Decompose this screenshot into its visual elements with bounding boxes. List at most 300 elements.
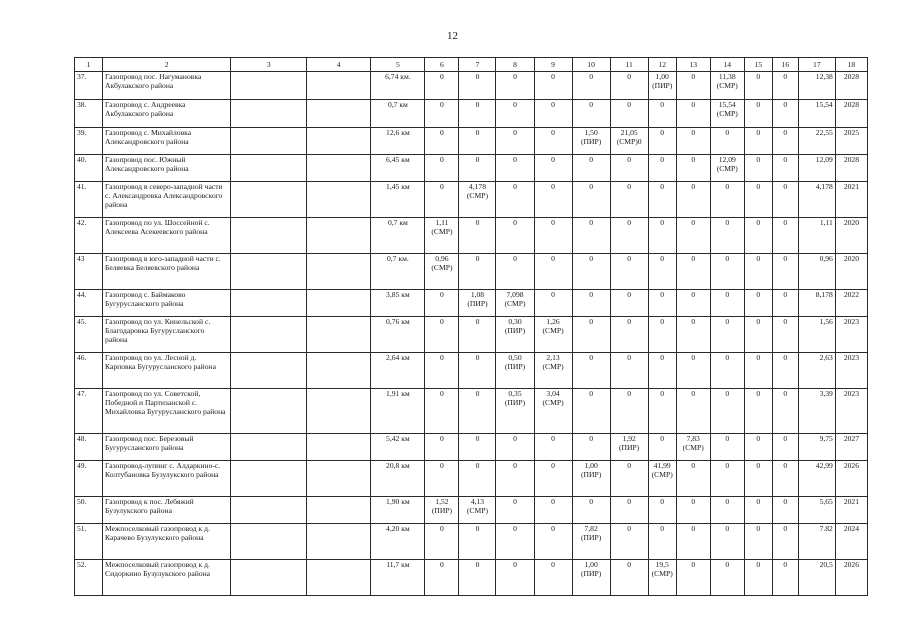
year-cell: 2025: [835, 128, 867, 155]
value-amount: 0: [725, 560, 730, 569]
column-number-header: [75, 58, 868, 72]
value-work-type: (ПИР): [504, 362, 526, 371]
value-cell: [496, 560, 534, 596]
column-3-cell: [231, 353, 307, 389]
value-amount: 0: [756, 353, 761, 362]
length-cell: 20,8 км: [371, 461, 425, 497]
value-amount: 0: [513, 182, 517, 191]
value-cell: [496, 317, 534, 353]
column-3-cell: [231, 128, 307, 155]
value-amount: 0: [725, 497, 730, 506]
value-amount: 41,99: [653, 461, 671, 470]
year-cell: 2027: [835, 434, 867, 461]
value-cell: [425, 155, 459, 182]
value-amount: 0: [627, 389, 632, 398]
value-cell: [744, 317, 772, 353]
value-amount: 0: [589, 218, 593, 227]
length-cell: 2,64 км: [371, 353, 425, 389]
value-amount: 11,38: [718, 72, 736, 81]
value-work-type: (СМР): [431, 263, 453, 272]
table-row: [75, 497, 868, 524]
year-cell: 2028: [835, 155, 867, 182]
value-amount: 0: [589, 497, 593, 506]
object-name-cell: Газопровод по ул. Кинельской с. Благодаровка Бугурусланского района: [103, 317, 231, 353]
value-amount: 0: [627, 290, 632, 299]
value-cell: [710, 389, 744, 434]
value-cell: [572, 218, 610, 254]
value-cell: [572, 290, 610, 317]
value-cell: [425, 389, 459, 434]
value-cell: [610, 434, 648, 461]
value-cell: [534, 290, 572, 317]
value-amount: 0: [513, 254, 517, 263]
value-work-type: (СМР): [651, 569, 673, 578]
value-cell: [534, 317, 572, 353]
value-cell: [648, 524, 676, 560]
value-cell: [710, 524, 744, 560]
column-header-12: 12: [648, 58, 676, 72]
value-cell: [425, 218, 459, 254]
value-amount: 0: [783, 524, 788, 533]
length-cell: 0,7 км: [371, 218, 425, 254]
column-header-1: 1: [75, 58, 103, 72]
value-work-type: (ПИР): [504, 326, 526, 335]
value-amount: 0: [589, 72, 593, 81]
total-cell: 5,65: [798, 497, 835, 524]
value-amount: 0: [660, 155, 665, 164]
value-cell: [744, 389, 772, 434]
column-4-cell: [307, 155, 371, 182]
length-cell: 6,45 км: [371, 155, 425, 182]
length-cell: 5,42 км: [371, 434, 425, 461]
object-name-cell: Межпоселковый газопровод к д. Карачево Бузулукского района: [103, 524, 231, 560]
value-amount: 0: [627, 560, 632, 569]
value-cell: [425, 317, 459, 353]
value-cell: [772, 72, 798, 100]
row-number-cell: 41.: [75, 182, 103, 218]
value-amount: 0: [551, 434, 555, 443]
value-cell: [496, 128, 534, 155]
value-work-type: (СМР)0: [616, 137, 642, 146]
column-header-13: 13: [676, 58, 710, 72]
year-cell: 2020: [835, 254, 867, 290]
value-cell: [710, 434, 744, 461]
value-cell: [572, 461, 610, 497]
value-cell: [648, 353, 676, 389]
value-amount: 0: [513, 434, 517, 443]
value-cell: [425, 290, 459, 317]
value-amount: 0: [475, 560, 480, 569]
value-work-type: (ПИР): [580, 569, 602, 578]
gas-pipeline-table: [74, 57, 868, 596]
value-amount: 0: [660, 128, 665, 137]
object-name-cell: Газопровод по ул. Лесной д. Карповка Бугурусланского района: [103, 353, 231, 389]
column-3-cell: [231, 524, 307, 560]
value-cell: [744, 524, 772, 560]
value-cell: [459, 254, 496, 290]
table-row: [75, 128, 868, 155]
year-cell: 2021: [835, 182, 867, 218]
value-amount: 0: [513, 218, 517, 227]
value-amount: 0: [475, 317, 480, 326]
total-cell: 7.82: [798, 524, 835, 560]
value-cell: [425, 72, 459, 100]
value-amount: 19,5: [655, 560, 669, 569]
value-cell: [648, 182, 676, 218]
value-work-type: (СМР): [716, 164, 738, 173]
value-cell: [425, 461, 459, 497]
column-header-17: 17: [798, 58, 835, 72]
value-cell: [710, 218, 744, 254]
value-amount: 7,098: [506, 290, 524, 299]
value-cell: [772, 434, 798, 461]
value-amount: 0: [551, 155, 555, 164]
value-cell: [772, 100, 798, 128]
value-amount: 0: [783, 497, 788, 506]
length-cell: 0,76 км: [371, 317, 425, 353]
value-amount: 0: [725, 254, 730, 263]
column-header-5: 5: [371, 58, 425, 72]
value-amount: 0: [783, 434, 788, 443]
value-work-type: (ПИР): [580, 470, 602, 479]
value-cell: [648, 254, 676, 290]
value-amount: 0: [627, 524, 632, 533]
column-3-cell: [231, 461, 307, 497]
object-name-cell: Газопровод в северо-западной части с. Александровка Александровского района: [103, 182, 231, 218]
object-name-cell: Газопровод с. Андреевка Акбулакского района: [103, 100, 231, 128]
value-cell: [572, 389, 610, 434]
value-cell: [744, 128, 772, 155]
value-cell: [710, 497, 744, 524]
value-amount: 1,00: [584, 461, 598, 470]
value-amount: 0: [691, 524, 696, 533]
value-cell: [425, 524, 459, 560]
value-amount: 21,05: [620, 128, 638, 137]
value-cell: [772, 389, 798, 434]
value-cell: [676, 218, 710, 254]
table-row: [75, 182, 868, 218]
value-work-type: (СМР): [542, 326, 564, 335]
value-cell: [772, 524, 798, 560]
value-amount: 0: [475, 72, 480, 81]
value-cell: [425, 100, 459, 128]
value-amount: 1,26: [546, 317, 560, 326]
value-amount: 0: [551, 560, 555, 569]
length-cell: 3,85 км: [371, 290, 425, 317]
value-work-type: (СМР): [504, 299, 526, 308]
value-amount: 1,08: [470, 290, 485, 299]
value-cell: [772, 218, 798, 254]
row-number-cell: 47.: [75, 389, 103, 434]
value-amount: 0: [440, 100, 444, 109]
value-amount: 0: [627, 218, 632, 227]
value-amount: 0: [756, 155, 761, 164]
value-amount: 0: [756, 461, 761, 470]
value-cell: [648, 155, 676, 182]
value-cell: [496, 182, 534, 218]
value-cell: [572, 524, 610, 560]
value-amount: 1,50: [584, 128, 598, 137]
length-cell: 6,74 км.: [371, 72, 425, 100]
value-cell: [710, 72, 744, 100]
value-cell: [648, 317, 676, 353]
value-amount: 7,83: [686, 434, 700, 443]
column-header-10: 10: [572, 58, 610, 72]
value-work-type: (СМР): [716, 81, 738, 90]
value-amount: 1,92: [622, 434, 636, 443]
value-amount: 0: [725, 128, 730, 137]
value-amount: 0: [589, 100, 593, 109]
value-cell: [425, 434, 459, 461]
value-cell: [459, 461, 496, 497]
value-amount: 0: [660, 497, 665, 506]
value-amount: 0: [475, 218, 480, 227]
value-cell: [610, 317, 648, 353]
value-amount: 1,52: [435, 497, 449, 506]
column-header-2: 2: [103, 58, 231, 72]
object-name-cell: Газопровод пос. Березовый Бугурусланского района: [103, 434, 231, 461]
value-cell: [459, 155, 496, 182]
row-number-cell: 48.: [75, 434, 103, 461]
value-amount: 1,11: [435, 218, 449, 227]
row-number-cell: 40.: [75, 155, 103, 182]
object-name-cell: Газопровод по ул. Советской, Победной и Партизанской с. Михайловка Бугурусланского района: [103, 389, 231, 434]
value-cell: [534, 497, 572, 524]
value-cell: [648, 560, 676, 596]
value-amount: 0: [756, 434, 761, 443]
value-amount: 0: [691, 182, 696, 191]
value-amount: 0: [783, 218, 788, 227]
value-cell: [710, 128, 744, 155]
length-cell: 1,91 км: [371, 389, 425, 434]
value-amount: 0,96: [435, 254, 449, 263]
total-cell: 2,63: [798, 353, 835, 389]
value-amount: 12,09: [718, 155, 736, 164]
value-cell: [648, 128, 676, 155]
value-amount: 0: [756, 290, 761, 299]
year-cell: 2021: [835, 497, 867, 524]
column-3-cell: [231, 182, 307, 218]
column-4-cell: [307, 290, 371, 317]
value-amount: 0: [756, 254, 761, 263]
column-header-7: 7: [459, 58, 496, 72]
value-cell: [610, 389, 648, 434]
total-cell: 4,178: [798, 182, 835, 218]
value-work-type: (ПИР): [619, 443, 640, 452]
table-body: [75, 72, 868, 596]
value-amount: 0: [475, 353, 480, 362]
value-cell: [676, 128, 710, 155]
value-amount: 0: [725, 389, 730, 398]
value-cell: [496, 497, 534, 524]
value-cell: [676, 434, 710, 461]
value-work-type: (СМР): [542, 362, 564, 371]
total-cell: 1,56: [798, 317, 835, 353]
column-3-cell: [231, 560, 307, 596]
value-cell: [648, 72, 676, 100]
value-cell: [676, 353, 710, 389]
column-header-18: 18: [835, 58, 867, 72]
value-cell: [648, 218, 676, 254]
value-cell: [710, 182, 744, 218]
value-amount: 0: [475, 155, 480, 164]
column-4-cell: [307, 389, 371, 434]
row-number-cell: 37.: [75, 72, 103, 100]
value-amount: 2,13: [546, 353, 560, 362]
value-amount: 0: [513, 560, 517, 569]
value-amount: 0: [513, 100, 517, 109]
value-amount: 0: [440, 317, 444, 326]
total-cell: 22,55: [798, 128, 835, 155]
value-amount: 0: [475, 128, 480, 137]
value-cell: [744, 182, 772, 218]
value-amount: 0: [756, 182, 761, 191]
column-3-cell: [231, 254, 307, 290]
value-cell: [534, 434, 572, 461]
value-amount: 0: [627, 497, 632, 506]
value-amount: 0: [589, 353, 593, 362]
value-cell: [459, 72, 496, 100]
object-name-cell: Газопровод пос. Нагумановка Акбулакского района: [103, 72, 231, 100]
value-cell: [744, 434, 772, 461]
value-amount: 0: [660, 389, 665, 398]
column-3-cell: [231, 72, 307, 100]
total-cell: 20,5: [798, 560, 835, 596]
value-cell: [610, 461, 648, 497]
value-cell: [744, 290, 772, 317]
value-cell: [610, 100, 648, 128]
value-amount: 0: [589, 290, 593, 299]
value-amount: 0: [440, 155, 444, 164]
row-number-cell: 45.: [75, 317, 103, 353]
value-amount: 0: [551, 254, 555, 263]
value-amount: 3,04: [546, 389, 560, 398]
value-amount: 0: [475, 434, 480, 443]
value-cell: [744, 155, 772, 182]
value-amount: 0,30: [508, 317, 522, 326]
value-cell: [572, 128, 610, 155]
page-number: 12: [447, 30, 458, 42]
column-4-cell: [307, 100, 371, 128]
value-cell: [676, 100, 710, 128]
column-4-cell: [307, 254, 371, 290]
value-amount: 0: [589, 434, 593, 443]
length-cell: 12,6 км: [371, 128, 425, 155]
value-cell: [572, 182, 610, 218]
value-cell: [534, 461, 572, 497]
column-4-cell: [307, 497, 371, 524]
column-4-cell: [307, 317, 371, 353]
column-header-3: 3: [231, 58, 307, 72]
value-amount: 0: [725, 218, 730, 227]
column-header-15: 15: [744, 58, 772, 72]
value-cell: [496, 524, 534, 560]
value-amount: 0: [551, 524, 555, 533]
value-cell: [710, 353, 744, 389]
value-cell: [534, 524, 572, 560]
value-amount: 0: [691, 254, 696, 263]
value-amount: 0: [551, 497, 555, 506]
value-cell: [496, 100, 534, 128]
value-amount: 0: [660, 100, 665, 109]
total-cell: 0,96: [798, 254, 835, 290]
value-amount: 0: [783, 100, 788, 109]
total-cell: 9,75: [798, 434, 835, 461]
value-amount: 0: [783, 254, 788, 263]
value-amount: 0: [783, 317, 788, 326]
value-amount: 0: [783, 290, 788, 299]
value-cell: [772, 560, 798, 596]
table-row: [75, 72, 868, 100]
value-cell: [676, 254, 710, 290]
column-4-cell: [307, 560, 371, 596]
value-cell: [459, 182, 496, 218]
value-amount: 0: [627, 100, 632, 109]
value-amount: 0: [440, 290, 444, 299]
value-work-type: (СМР): [431, 227, 453, 236]
value-amount: 0: [589, 155, 593, 164]
value-amount: 1,00: [584, 560, 598, 569]
row-number-cell: 49.: [75, 461, 103, 497]
value-cell: [710, 290, 744, 317]
value-amount: 0: [691, 290, 696, 299]
length-cell: 0,7 км.: [371, 254, 425, 290]
value-amount: 0: [513, 461, 517, 470]
object-name-cell: Межпоселковый газопровод к д. Сидоркино Бузулукского района: [103, 560, 231, 596]
value-cell: [534, 389, 572, 434]
value-cell: [710, 461, 744, 497]
value-amount: 0: [627, 353, 632, 362]
value-amount: 0: [756, 128, 761, 137]
value-work-type: (СМР): [466, 191, 489, 200]
value-amount: 0: [691, 461, 696, 470]
value-cell: [610, 497, 648, 524]
value-cell: [572, 317, 610, 353]
value-cell: [496, 218, 534, 254]
table-row: [75, 155, 868, 182]
column-header-8: 8: [496, 58, 534, 72]
value-amount: 0: [627, 317, 632, 326]
value-amount: 0: [725, 182, 730, 191]
value-cell: [534, 155, 572, 182]
value-cell: [425, 560, 459, 596]
value-amount: 0: [691, 72, 696, 81]
value-cell: [772, 128, 798, 155]
value-amount: 0: [660, 524, 665, 533]
value-cell: [459, 434, 496, 461]
value-cell: [496, 254, 534, 290]
value-amount: 0: [440, 128, 444, 137]
value-amount: 0,35: [508, 389, 522, 398]
year-cell: 2023: [835, 317, 867, 353]
row-number-cell: 50.: [75, 497, 103, 524]
value-cell: [648, 290, 676, 317]
value-amount: 0: [660, 317, 665, 326]
value-work-type: (СМР): [466, 506, 489, 515]
value-work-type: (ПИР): [467, 299, 488, 308]
value-cell: [572, 434, 610, 461]
value-amount: 0: [660, 254, 665, 263]
value-cell: [534, 560, 572, 596]
value-cell: [710, 560, 744, 596]
value-cell: [496, 353, 534, 389]
value-amount: 0: [783, 389, 788, 398]
value-amount: 0: [551, 182, 555, 191]
value-cell: [425, 182, 459, 218]
value-cell: [572, 560, 610, 596]
value-cell: [710, 254, 744, 290]
object-name-cell: Газопровод-лупинг с. Алдаркино-с. Колтубановка Бузулукского района: [103, 461, 231, 497]
